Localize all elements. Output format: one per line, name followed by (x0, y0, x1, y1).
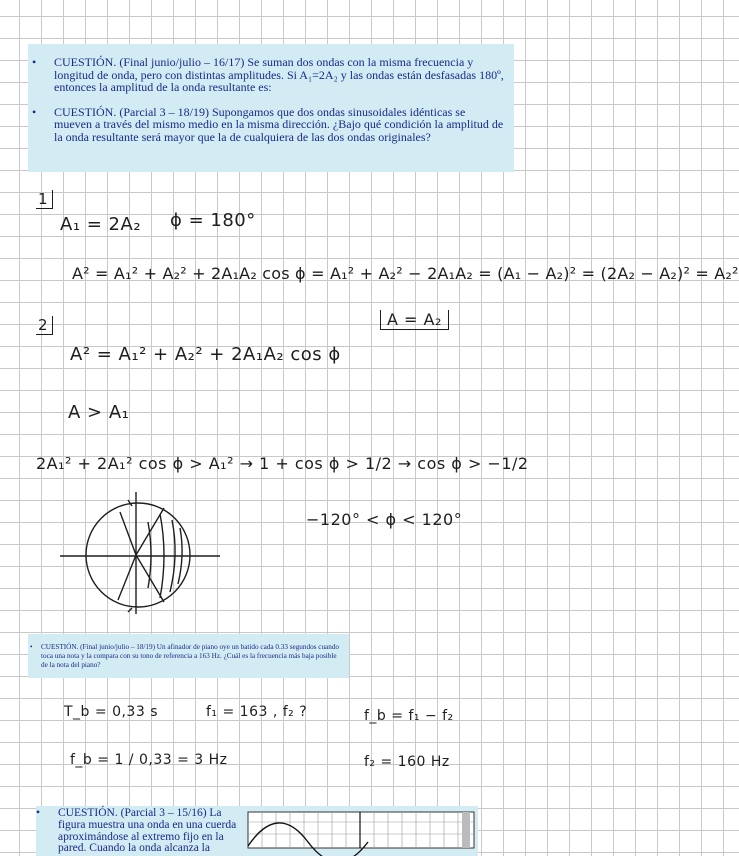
bullet: • (30, 643, 33, 651)
question-item (32, 55, 504, 94)
question-box-2 (28, 634, 349, 678)
question-text: CUESTIÓN. (Parcial 3 – 18/19) Supongamos que dos ondas sinusoidales idénticas se mueven a través del mismo medio en la misma dirección. ¿Bajo qué condición la amplitud de la onda resultante será mayor que la de cualquiera de las dos ondas originales? (54, 104, 504, 144)
note-beat-formula: f_b = f₁ − f₂ (364, 708, 454, 724)
question-item (30, 643, 341, 670)
note-equation-1: A² = A₁² + A₂² + 2A₁A₂ cos ϕ = A₁² + A₂² − 2A₁A₂ = (A₁ − A₂)² = (2A₂ − A₂)² = A₂² (72, 264, 739, 283)
wave-figure (248, 812, 474, 848)
unit-circle-sketch (60, 492, 220, 622)
question-text: CUESTIÓN. (Parcial 3 – 15/16) La figura muestra una onda en una cuerda aproximándose al extremo fijo en la pared. Cuando la onda alcanza la (58, 807, 237, 855)
question-item (36, 807, 238, 855)
note-range: −120° < ϕ < 120° (306, 510, 463, 529)
note-condition: A > A₁ (68, 402, 130, 423)
question-item (32, 104, 504, 144)
bullet: • (32, 55, 37, 69)
note-given: A₁ = 2A₂ (60, 214, 142, 235)
question-text: CUESTIÓN. (Final junio/julio – 16/17) Se suman dos ondas con la misma frecuencia y longitud de onda, pero con distintas amplitudes. Si A₁=2A₂ y las ondas están desfasadas 180º, entonces la amplitud de la onda resultante es: (54, 55, 504, 94)
note-frequencies: f₁ = 163 , f₂ ? (206, 704, 308, 720)
note-beat-value: f_b = 1 / 0,33 = 3 Hz (70, 752, 228, 768)
question-box-1 (28, 44, 514, 172)
note-period: T_b = 0,33 s (64, 704, 158, 720)
question-text: CUESTIÓN. (Final junio/julio – 18/19) Un afinador de piano oye un batido cada 0.33 segundos cuando toca una nota y la compara con su tono de referencia a 163 Hz. ¿Cuál es la frecuencia más baja posible de la nota del piano? (41, 643, 340, 669)
bullet: • (36, 807, 41, 819)
note-label-1: 1 (36, 190, 53, 209)
note-inequality: 2A₁² + 2A₁² cos ϕ > A₁² → 1 + cos ϕ > 1/2 → cos ϕ > −1/2 (36, 454, 529, 473)
note-label-2: 2 (36, 316, 53, 335)
note-f2-result: f₂ = 160 Hz (364, 754, 450, 770)
note-result-1: A = A₂ (380, 310, 449, 330)
note-phase: ϕ = 180° (170, 210, 256, 231)
bullet: • (32, 104, 37, 119)
note-equation-2: A² = A₁² + A₂² + 2A₁A₂ cos ϕ (70, 344, 341, 365)
